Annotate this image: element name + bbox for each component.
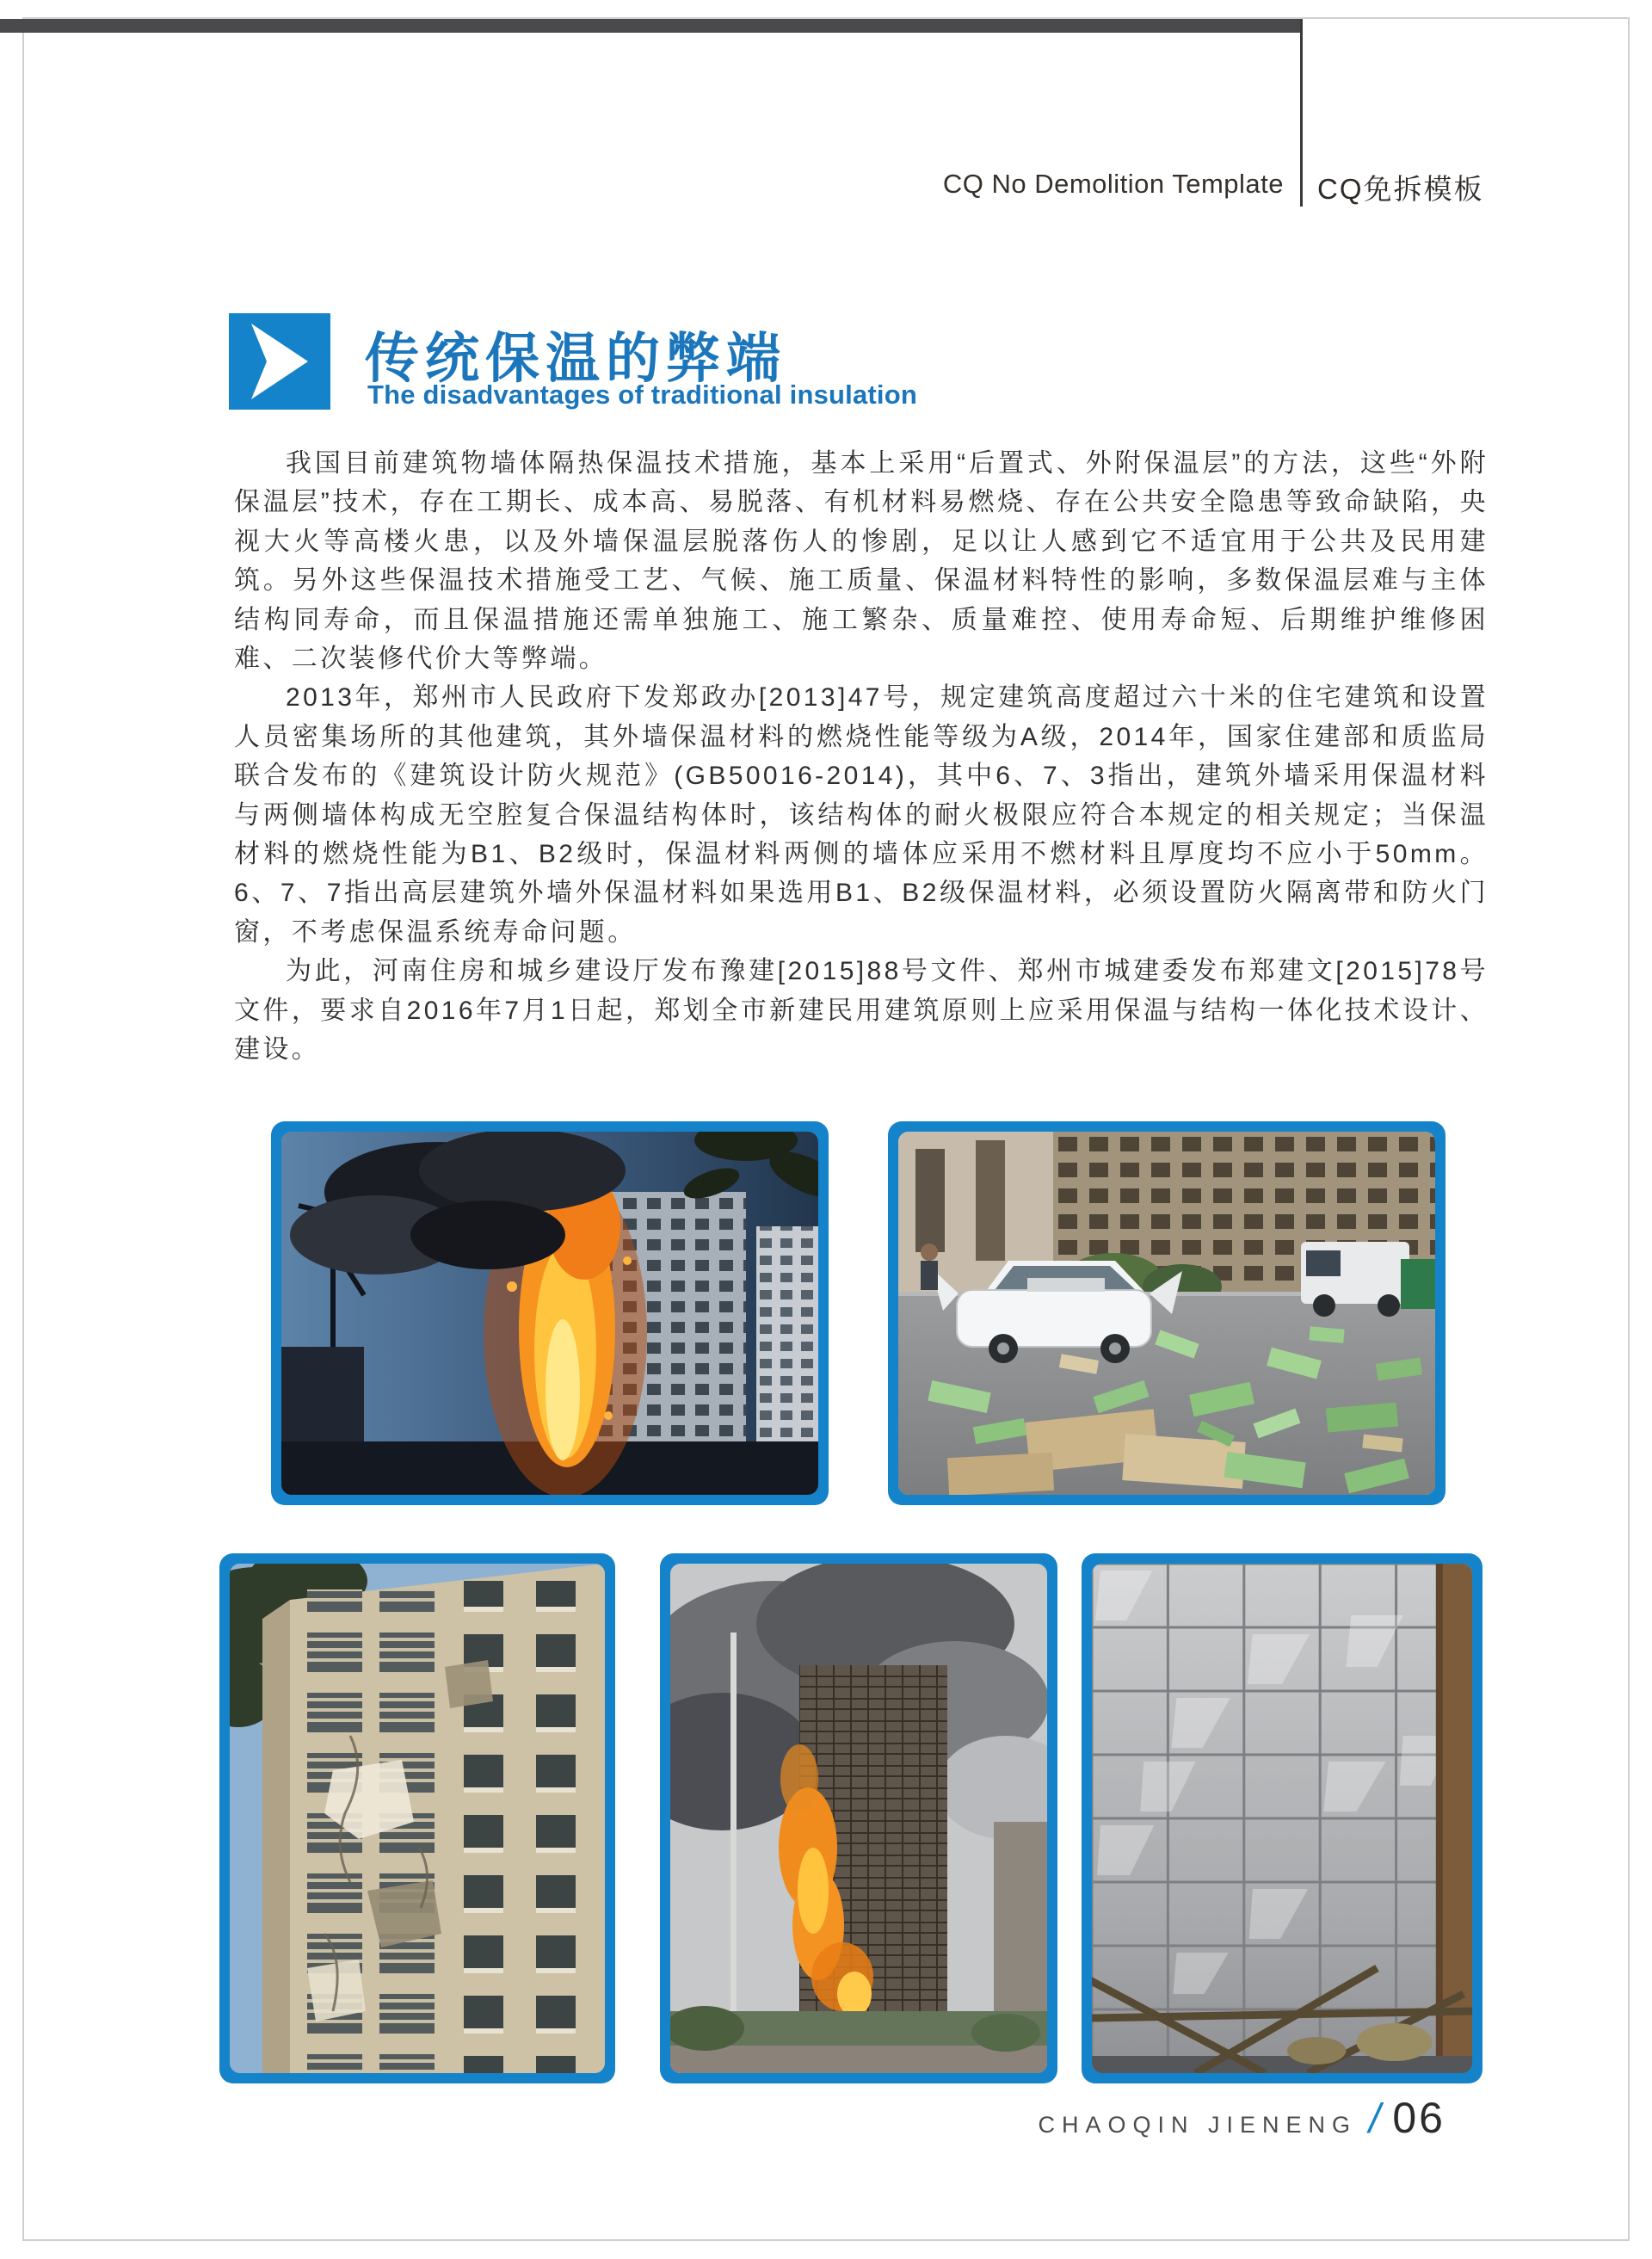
footer-page-number: 06	[1392, 2094, 1446, 2142]
photo-peeling-facade	[219, 1553, 615, 2083]
top-accent-bar	[0, 19, 1302, 33]
footer-brand: CHAOQIN JIENENG	[1038, 2112, 1358, 2138]
photo-burning-highrise-night	[271, 1121, 829, 1505]
header-title-zh: CQ免拆模板	[1317, 173, 1484, 205]
footer-slash: /	[1369, 2096, 1381, 2142]
arrow-right-icon	[229, 313, 330, 410]
photo-foil-insulation-wall-image	[1092, 1564, 1472, 2073]
photo-peeling-facade-image	[230, 1564, 605, 2073]
body-text-block	[234, 444, 1489, 1070]
photo-fallen-insulation-debris-image	[898, 1132, 1435, 1495]
section-title-en: The disadvantages of traditional insulation	[367, 380, 918, 410]
section-title-zh: 传统保温的弊端	[365, 329, 786, 389]
body-paragraph-1: 我国目前建筑物墙体隔热保温技术措施，基本上采用“后置式、外附保温层”的方法，这些“外附保温层”技术，存在工期长、成本高、易脱落、有机材料易燃烧、存在公共安全隐患等致命缺陷，央视大火等高楼火患，以及外墙保温层脱落伤人的惨剧，足以让人感到它不适宜用于公共及民用建筑。另外这些保温技术措施受工艺、气候、施工质量、保温材料特性的影响，多数保温层难与主体结构同寿命，而且保温措施还需单独施工、施工繁杂、质量难控、使用寿命短、后期维护维修困难、二次装修代价大等弊端。	[234, 449, 1489, 674]
photo-fallen-insulation-debris	[888, 1121, 1446, 1505]
photo-scaffold-tower-fire-image	[670, 1564, 1047, 2073]
photo-foil-insulation-wall	[1082, 1553, 1482, 2083]
header-divider-line	[1300, 19, 1303, 207]
photo-scaffold-tower-fire	[660, 1553, 1057, 2083]
body-paragraph-3: 为此，河南住房和城乡建设厅发布豫建[2015]88号文件、郑州市城建委发布郑建文[2015]78号文件，要求自2016年7月1日起，郑划全市新建民用建筑原则上应采用保温与结构一体化技术设计、建设。	[234, 957, 1489, 1065]
page-footer	[1039, 2093, 1446, 2143]
header-title-en: CQ No Demolition Template	[942, 169, 1284, 199]
photo-burning-highrise-night-image	[281, 1132, 818, 1495]
body-paragraph-2: 2013年，郑州市人民政府下发郑政办[2013]47号，规定建筑高度超过六十米的住宅建筑和设置人员密集场所的其他建筑，其外墙保温材料的燃烧性能等级为A级，2014年，国家住建部和质监局联合发布的《建筑设计防火规范》(GB50016-2014)，其中6、7、3指出，建筑外墙采用保温材料与两侧墙体构成无空腔复合保温结构体时，该结构体的耐火极限应符合本规定的相关规定；当保温材料的燃烧性能为B1、B2级时，保温材料两侧的墙体应采用不燃材料且厚度均不应小于50mm。6、7、7指出高层建筑外墙外保温材料如果选用B1、B2级保温材料，必须设置防火隔离带和防火门窗，不考虑保温系统寿命问题。	[234, 683, 1489, 947]
